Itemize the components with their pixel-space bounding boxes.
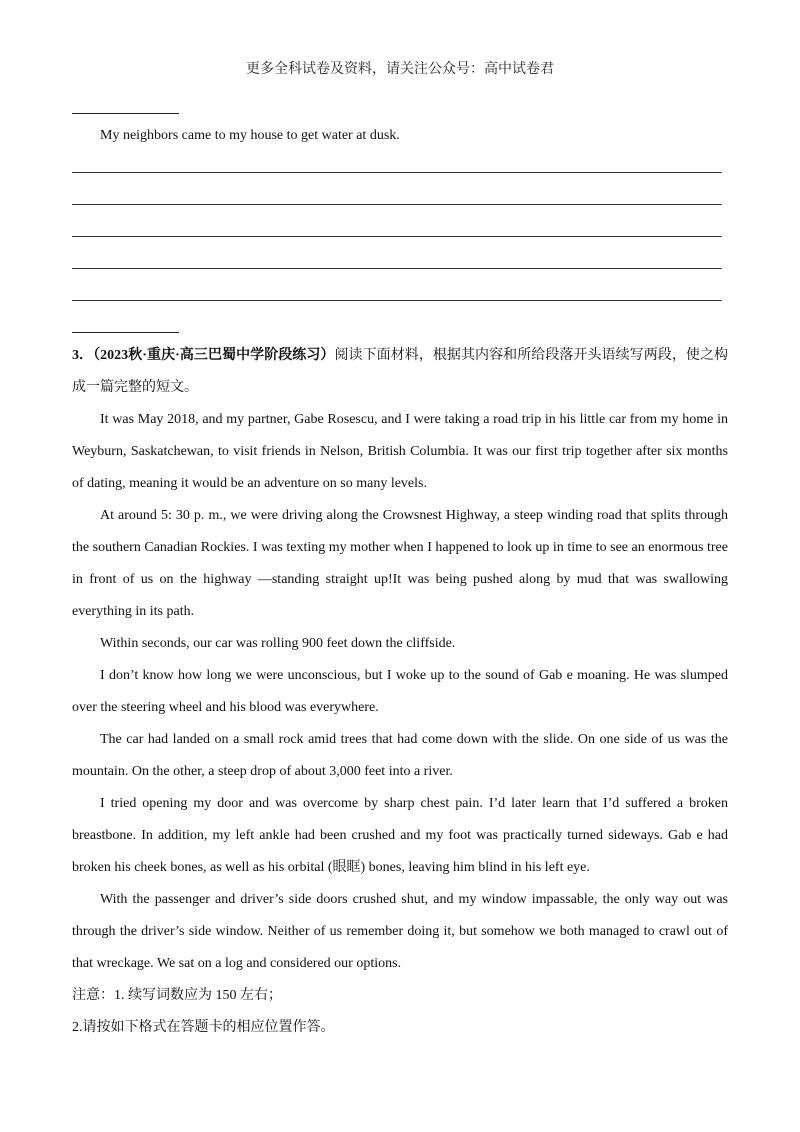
passage-paragraph: The car had landed on a small rock amid trees that had come down with the slide. On one side of us was the mountain. On the other, a steep drop of about 3,000 feet into a river. — [72, 732, 728, 779]
passage-paragraph: With the passenger and driver’s side doors crushed shut, and my window impassable, the only way out was through the driver’s side window. Neither of us remember doing it, but somehow we both managed to crawl out of that wreckage. We sat on a log and considered our options. — [72, 892, 728, 971]
answer-line — [72, 268, 722, 269]
passage-paragraph: I tried opening my door and was overcome by sharp chest pain. I’d later learn that I’d suffered a broken breastbone. In addition, my left ankle had been crushed and my foot was practically turned sideways. Gab e had broken his cheek bones, as well as his orbital (眼眶) bones, leaving him blind in his left eye. — [72, 796, 728, 875]
answer-line — [72, 236, 722, 237]
answer-line — [72, 300, 722, 301]
answer-line-short — [72, 332, 179, 333]
question-heading — [72, 340, 728, 404]
question-number: 3． — [72, 348, 94, 363]
question-instruction: 阅读下面材料，根据其内容和所给段落开头语续写两段，使之构成一篇完整的短文。 — [72, 348, 729, 395]
passage-paragraph: I don’t know how long we were unconscious, but I woke up to the sound of Gab e moaning. He was slumped over the steering wheel and his blood was everywhere. — [72, 668, 728, 715]
passage-paragraph: Within seconds, our car was rolling 900 feet down the cliffside. — [100, 636, 456, 651]
sentence-prompt: My neighbors came to my house to get water at dusk. — [100, 128, 400, 143]
answer-line — [72, 172, 722, 173]
passage-paragraph: At around 5: 30 p. m., we were driving along the Crowsnest Highway, a steep winding road that splits through the southern Canadian Rockies. I was texting my mother when I happened to look up in time to see an enormous tree in front of us on the highway —standing straight up!It was being pushed along by mud that was swallowing everything in its path. — [72, 508, 728, 619]
answer-line-short — [72, 113, 179, 114]
note-line: 注意：1. 续写词数应为 150 左右； — [72, 988, 282, 1003]
page-header: 更多全科试卷及资料，请关注公众号：高中试卷君 — [246, 62, 554, 77]
sentence-prompt-block — [72, 120, 728, 152]
question-block — [72, 340, 728, 1044]
question-source: （2023秋·重庆·高三巴蜀中学阶段练习） — [93, 348, 335, 363]
passage-paragraph: It was May 2018, and my partner, Gabe Rosescu, and I were taking a road trip in his little car from my home in Weyburn, Saskatchewan, to visit friends in Nelson, British Columbia. It was our first trip together after six months of dating, meaning it would be an adventure on so many levels. — [72, 412, 728, 491]
note-line: 2.请按如下格式在答题卡的相应位置作答。 — [72, 1020, 335, 1035]
answer-line — [72, 204, 722, 205]
